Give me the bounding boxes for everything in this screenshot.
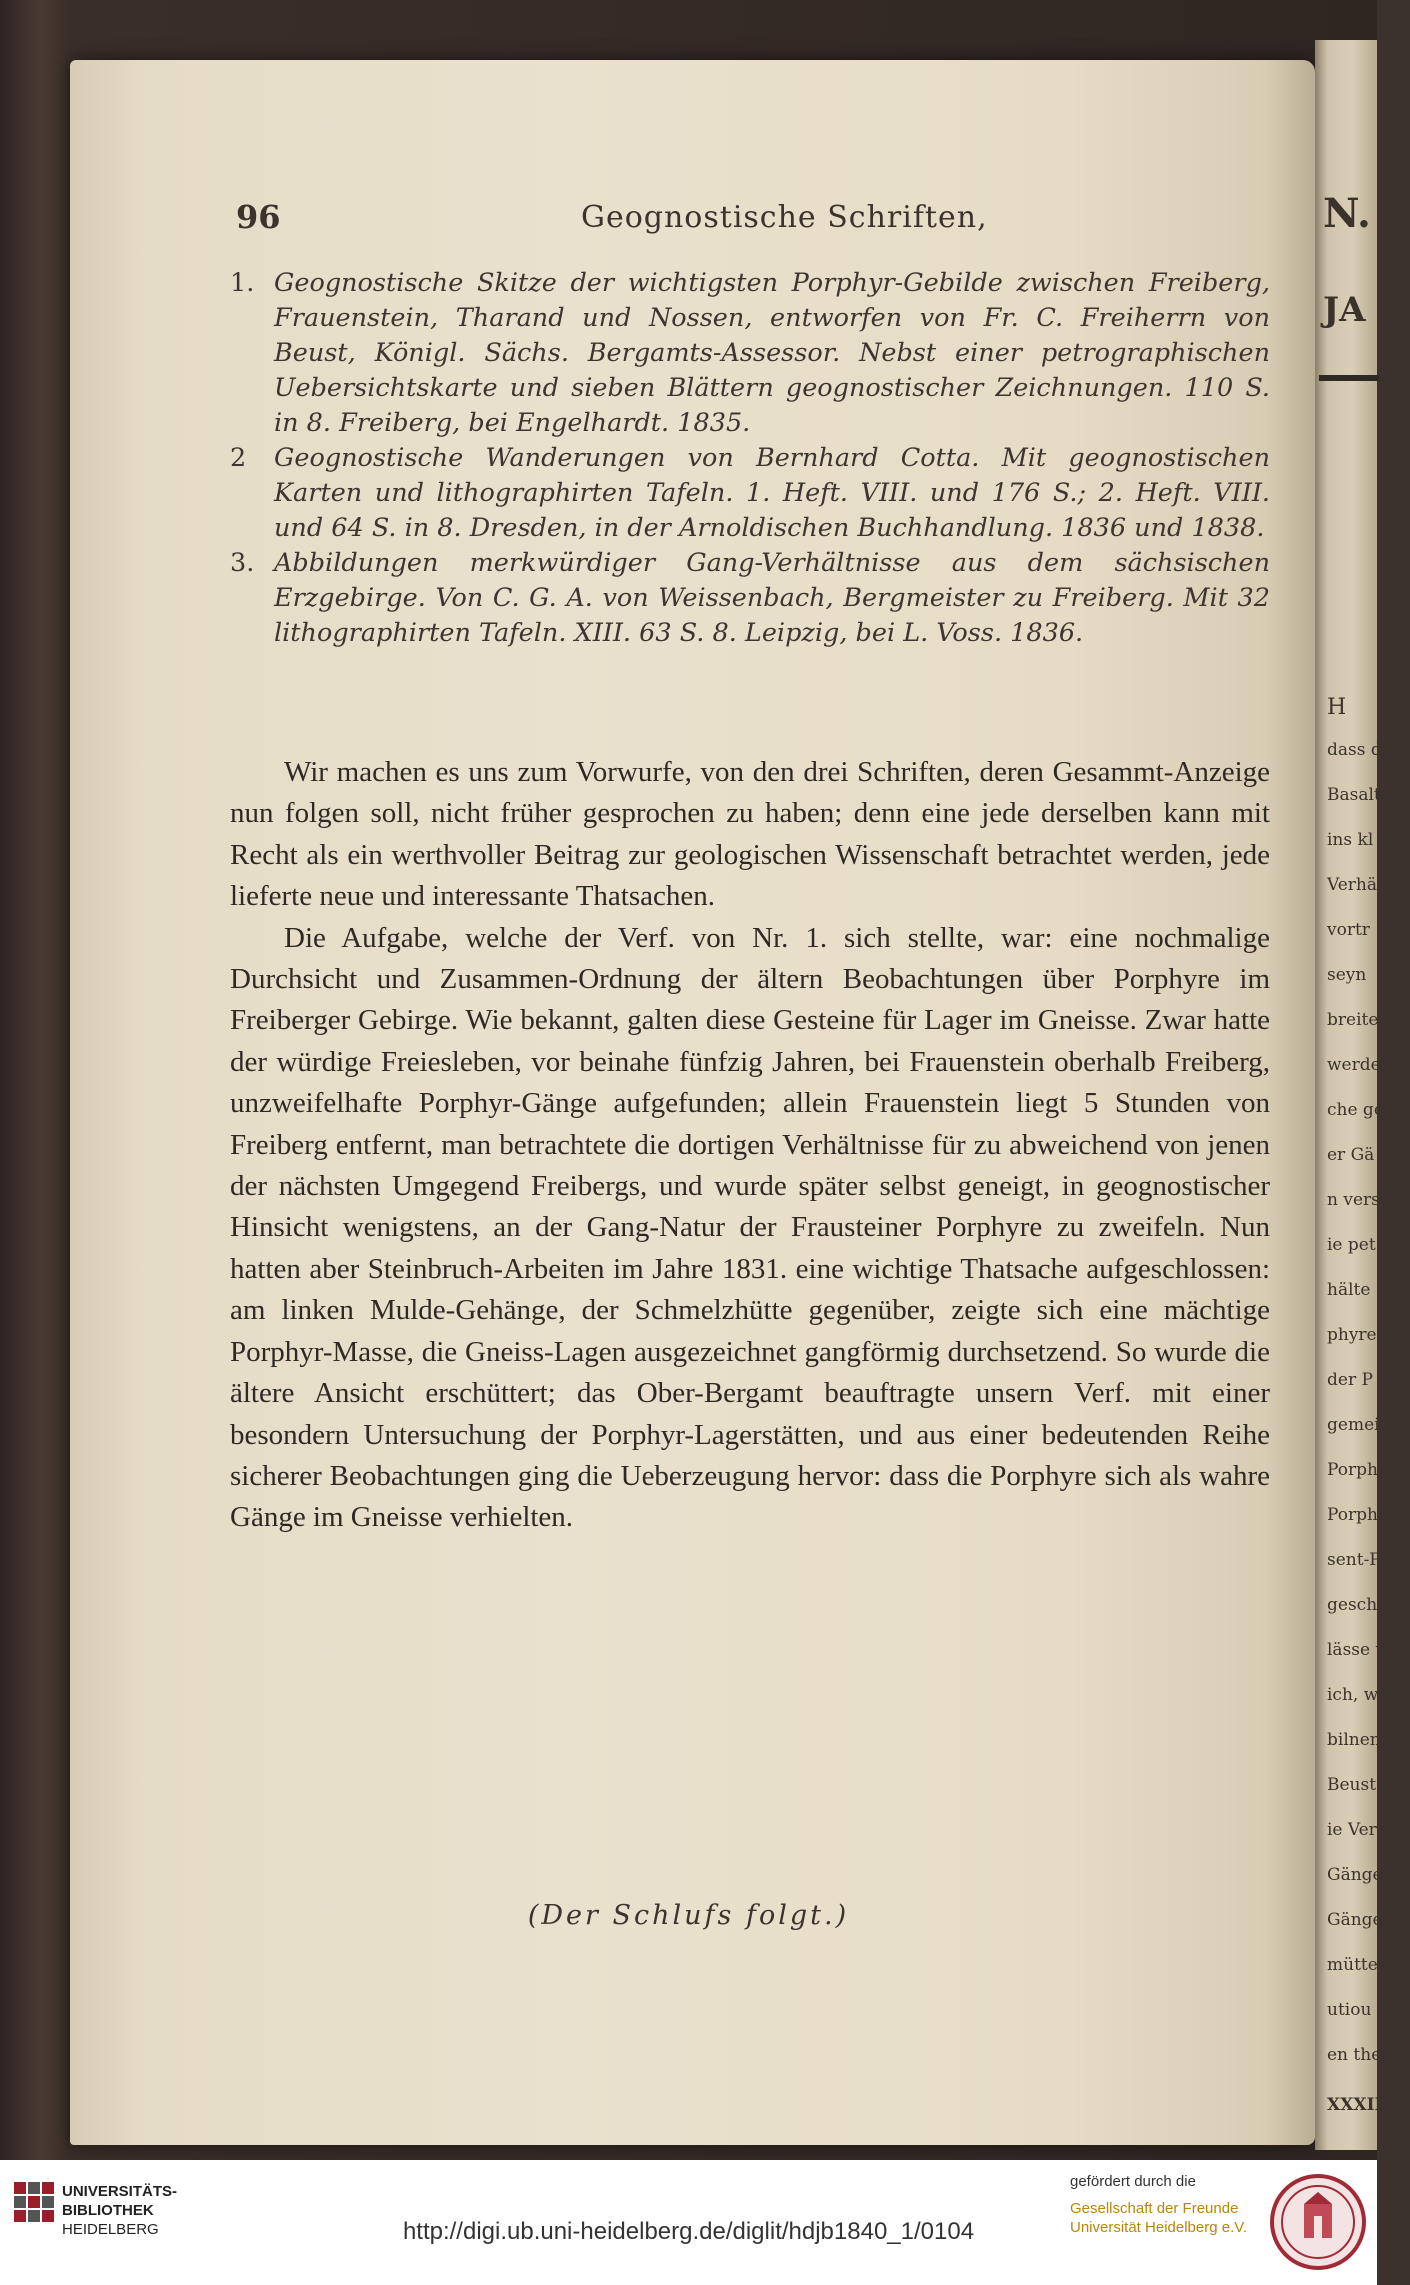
paragraph: Die Aufgabe, welche der Verf. von Nr. 1. sich stellte, war: eine nochmalige Durchsicht und Zusammen-Ordnung der ältern Beobachtungen über Porphyre im Freiberger Gebirge. Wie bekannt, galten diese Gesteine für Lager im Gneisse. Zwar hatte der würdige Freiesleben, vor beinahe fünfzig Jahren, bei Frauenstein oberhalb Freiberg, unzweifelhafte Porphyr-Gänge aufgefunden; allein Frauenstein liegt 5 Stunden von Freiberg entfernt, man betrachtete die dortigen Verhältnisse für zu abweichend von jenen der nächsten Umgegend Freibergs, und wurde später selbst geneigt, in geognostischer Hinsicht wenigstens, an der Gang-Natur der Frausteiner Porphyre zu zweifeln. Nun hatten aber Steinbruch-Arbeiten im Jahre 1831. eine wichtige Thatsache aufgeschlossen: am linken Mulde-Gehänge, der Schmelzhütte gegenüber, zeigte sich eine mächtige Porphyr-Masse, die Gneiss-Lagen ausgezeichnet gangförmig durchsetzend. So wurde die ältere Ansicht erschüttert; das Ober-Bergamt beauftragte unsern Verf. mit einer besondern Untersuchung der Porphyr-Lagerstätten, und aus einer bedeutenden Reihe sicherer Beobachtungen ging die Ueberzeugung hervor: dass die Porphyre sich als wahre Gänge im Gneisse verhielten. [230, 921, 1270, 1534]
adjacent-fragment: mütte f [1327, 1955, 1390, 1975]
adjacent-fragment: Porphy [1327, 1505, 1388, 1525]
bibliography-entry [230, 546, 1270, 651]
running-title: Geognostische Schriften, [581, 200, 988, 235]
sponsor-name: Universität Heidelberg e.V. [1070, 2219, 1248, 2236]
library-logo-icon [14, 2182, 54, 2222]
sponsor-block [1070, 2172, 1247, 2237]
adjacent-fragment: gemei [1327, 1415, 1380, 1435]
adjacent-fragment: che ge [1327, 1100, 1384, 1120]
adjacent-fragment: phyre [1327, 1325, 1377, 1345]
adjacent-fragment: sent-Pro [1327, 1550, 1400, 1570]
adjacent-fragment: geschlos [1327, 1595, 1402, 1615]
adjacent-fragment: Basalt [1327, 785, 1381, 805]
adjacent-fragment: der P [1327, 1370, 1373, 1390]
adjacent-fragment: JA [1323, 290, 1366, 330]
review-body [230, 752, 1270, 1539]
adjacent-fragment: Gänge [1327, 1910, 1383, 1930]
bibliography-entry [230, 266, 1270, 441]
adjacent-fragment: N. [1323, 190, 1371, 237]
entry-text: Geognostische Skitze der wichtigsten Porphyr-Gebilde zwischen Freiberg, Frauenstein, Tharand und Nossen, entworfen von Fr. C. Freiherrn von Beust, Königl. Sächs. Bergamts-Assessor. Nebst einer petrographischen Uebersichtskarte und sieben Blättern geognostischer Zeichnungen. 110 S. in 8. Freiberg, bei Engelhardt. 1835. [274, 268, 1270, 438]
adjacent-fragment: XXXII. [1327, 2095, 1389, 2115]
adjacent-fragment: utiou de [1327, 2000, 1398, 2020]
adjacent-fragment: Gänge al [1327, 1865, 1404, 1885]
entry-number: 2 [230, 443, 247, 473]
sponsor-name: Gesellschaft der Freunde [1070, 2200, 1239, 2217]
adjacent-fragment: Beust's [1327, 1775, 1390, 1795]
adjacent-fragment: seyn [1327, 965, 1367, 985]
adjacent-fragment: ins kl [1327, 830, 1374, 850]
sponsor-intro: gefördert durch die [1070, 2173, 1196, 2190]
entry-number: 3. [230, 548, 255, 578]
library-name-line: BIBLIOTHEK [62, 2202, 154, 2219]
adjacent-fragment: ie pet [1327, 1235, 1376, 1255]
adjacent-fragment: vortr [1327, 920, 1370, 940]
library-name-line: HEIDELBERG [62, 2221, 159, 2238]
adjacent-fragment: Verhä [1327, 875, 1377, 895]
adjacent-fragment: bilnen E [1327, 1730, 1399, 1750]
bibliography-entry [230, 441, 1270, 546]
permalink-url[interactable]: http://digi.ub.uni-heidelberg.de/diglit/hdjb1840_1/0104 [402, 2218, 975, 2245]
adjacent-fragment: hälte [1327, 1280, 1371, 1300]
adjacent-fragment: breite [1327, 1010, 1379, 1030]
adjacent-fragment: Porph [1327, 1460, 1378, 1480]
university-seal-icon [1268, 2172, 1368, 2272]
adjacent-fragment: dass di [1327, 740, 1388, 760]
adjacent-page-edge [1315, 40, 1410, 2150]
page-header [236, 198, 1266, 248]
adjacent-fragment: H [1327, 695, 1347, 720]
footer-bar [0, 2160, 1377, 2285]
library-name-line: UNIVERSITÄTS- [62, 2183, 178, 2200]
adjacent-fragment: en theore [1327, 2045, 1410, 2065]
bibliography-list [230, 266, 1270, 651]
adjacent-fragment: lässe we [1327, 1640, 1401, 1660]
entry-number: 1. [230, 268, 255, 298]
adjacent-fragment: ich, wel [1327, 1685, 1394, 1705]
entry-text: Abbildungen merkwürdiger Gang-Verhältnisse aus dem sächsischen Erzgebirge. Von C. G. A. von Weissenbach, Bergmeister zu Freiberg. Mit 32 lithographirten Tafeln. XIII. 63 S. 8. Leipzig, bei L. Voss. 1836. [274, 548, 1270, 648]
entry-text: Geognostische Wanderungen von Bernhard Cotta. Mit geognostischen Karten und lithographirten Tafeln. 1. Heft. VIII. und 176 S.; 2. Heft. VIII. und 64 S. in 8. Dresden, in der Arnoldischen Buchhandlung. 1836 und 1838. [274, 443, 1270, 543]
paragraph: Wir machen es uns zum Vorwurfe, von den drei Schriften, deren Gesammt-Anzeige nun folgen soll, nicht früher gesprochen zu haben; denn eine jede derselben kann mit Recht als ein werthvoller Beitrag zur geologischen Wissenschaft betrachtet werden, jede lieferte neue und interessante Thatsachen. [230, 756, 1270, 913]
adjacent-fragment: n vers [1327, 1190, 1380, 1210]
adjacent-rule [1319, 375, 1379, 381]
adjacent-fragment: er Gä [1327, 1145, 1375, 1165]
adjacent-fragment: ie Verhi [1327, 1820, 1394, 1840]
page-number: 96 [236, 198, 281, 236]
adjacent-fragment: werde [1327, 1055, 1381, 1075]
continuation-note: (Der Schlufs folgt.) [527, 1900, 850, 1931]
